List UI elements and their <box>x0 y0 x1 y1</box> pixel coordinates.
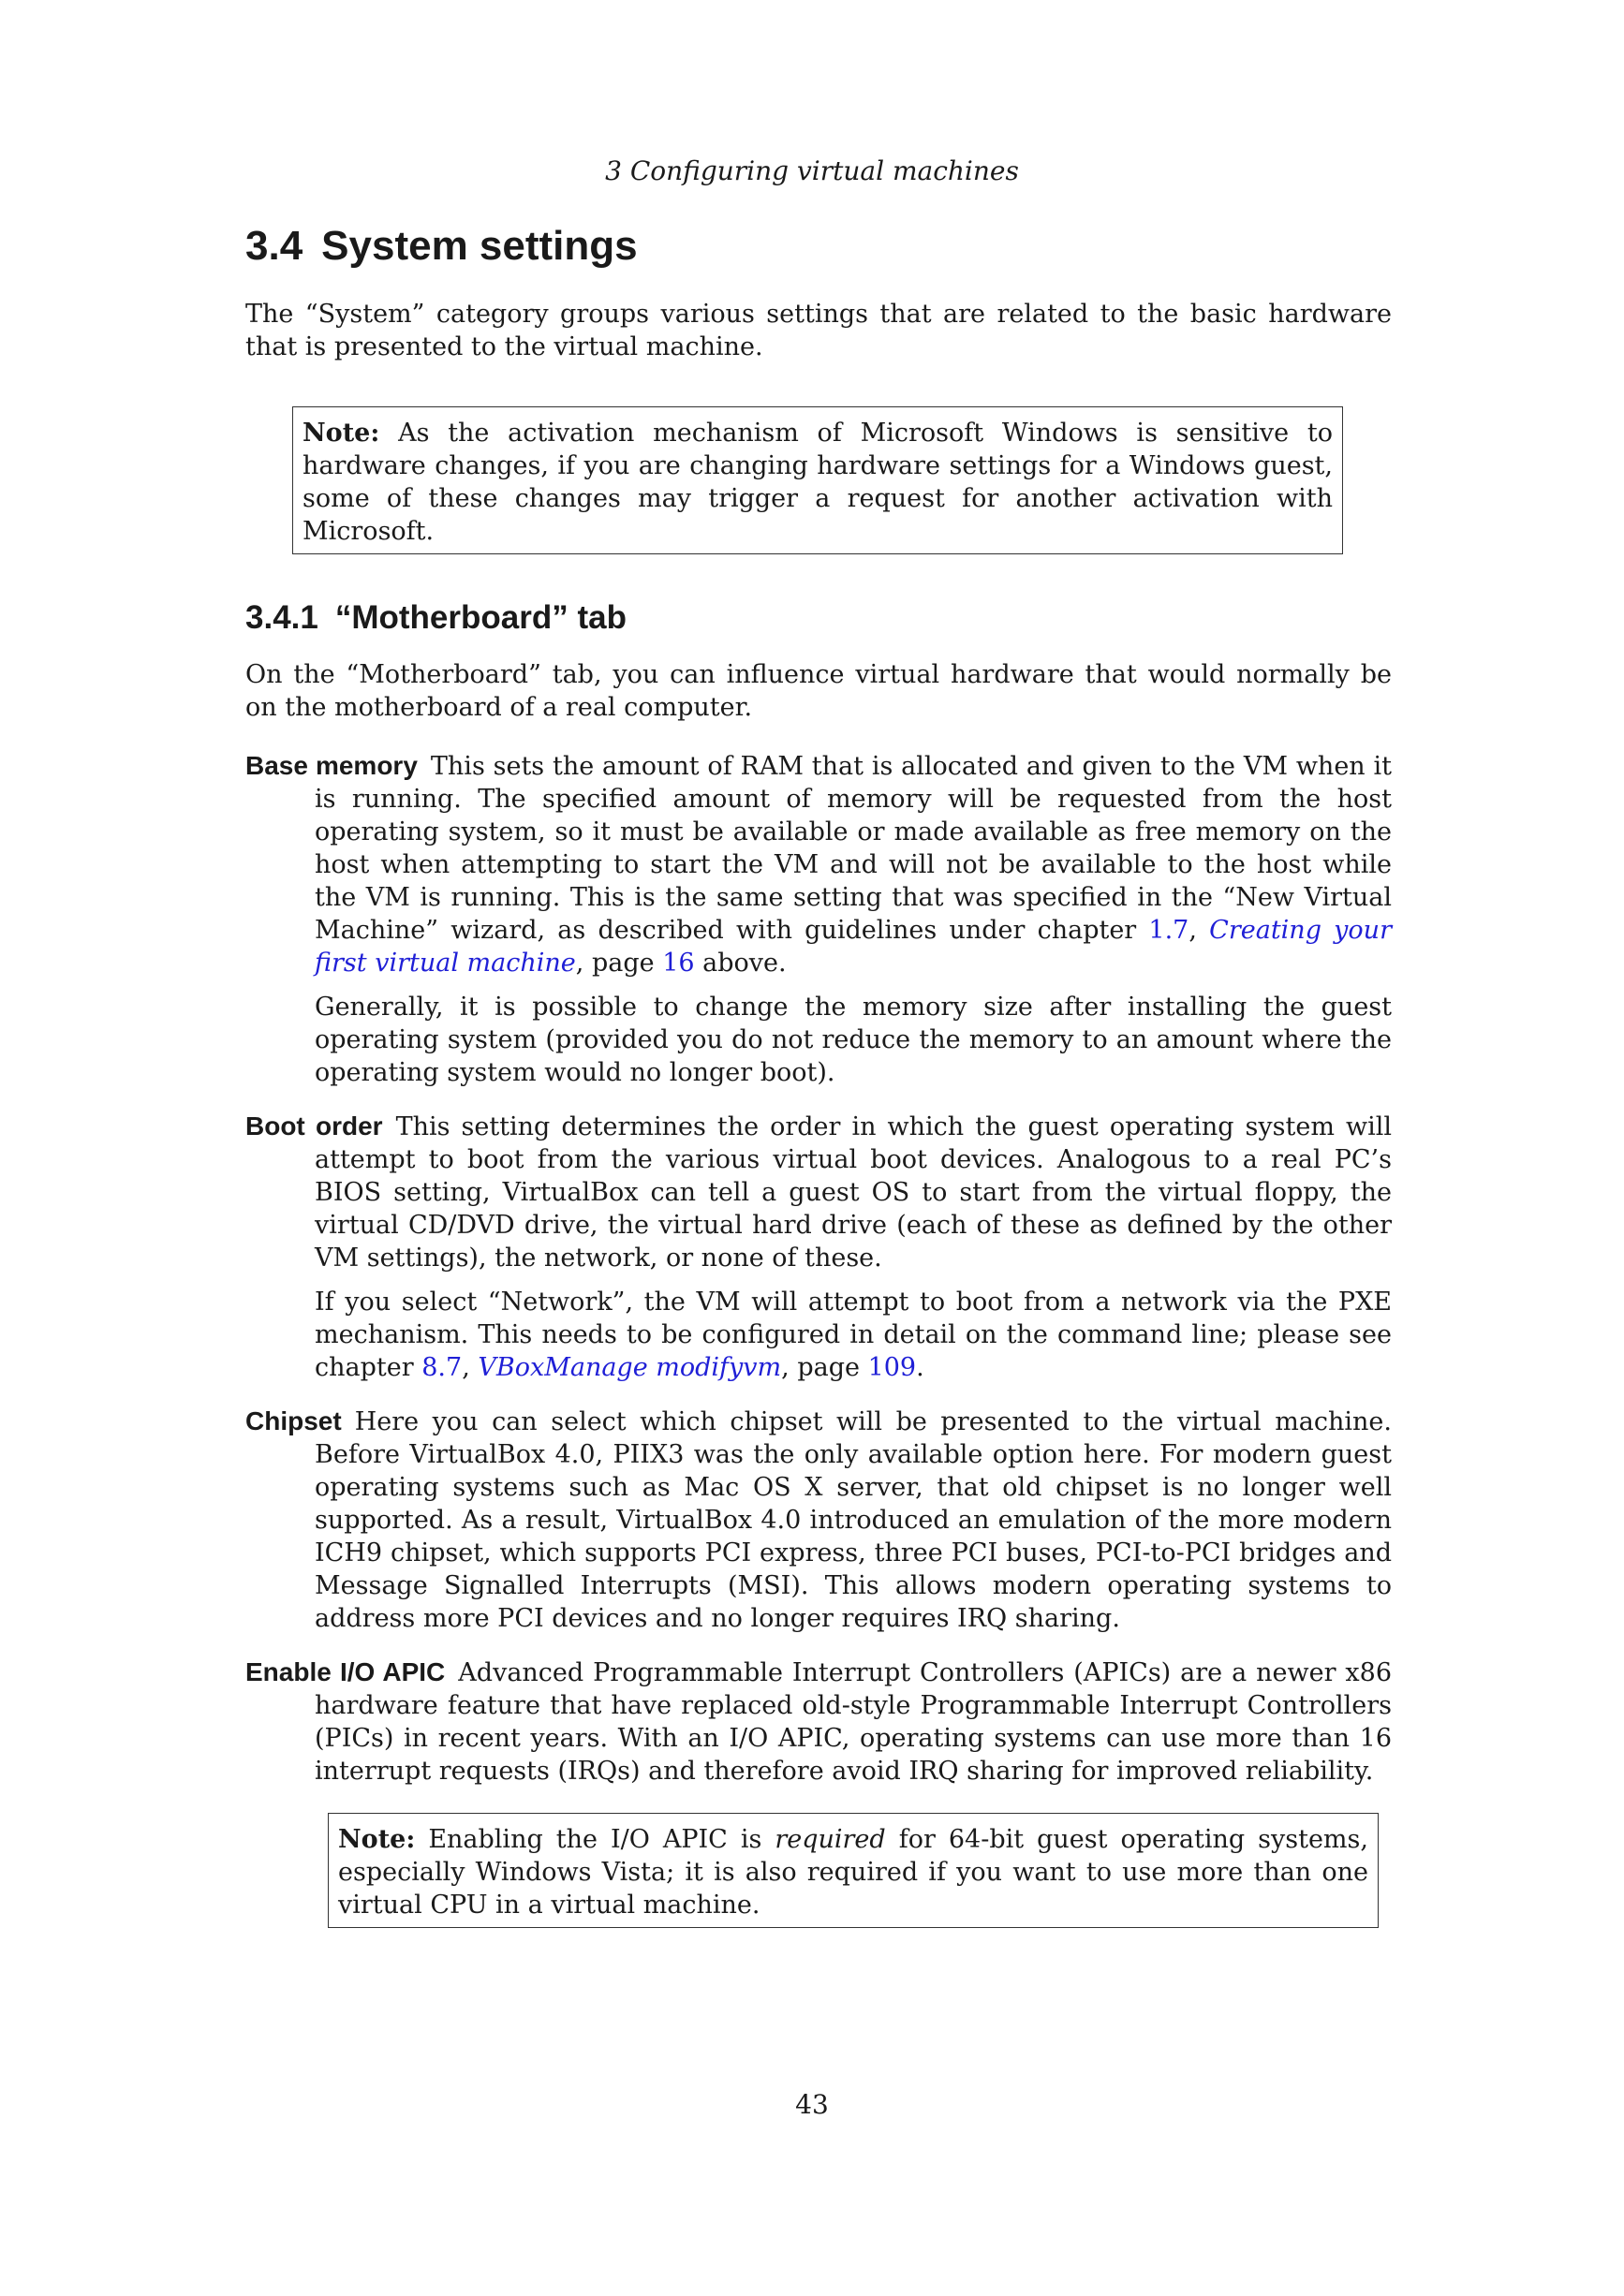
boot-order-paragraph-2 <box>245 1286 1392 1384</box>
separator: , <box>1188 916 1197 945</box>
note-label: Note: <box>338 1825 416 1854</box>
definition-chipset <box>245 1405 1392 1635</box>
base-memory-paragraph-2: Generally, it is possible to change the memory size after installing the guest operating system (provided you do not reduce the memory to an amount where the operating system would no longer boot). <box>315 993 1392 1087</box>
note-activation-paragraph <box>303 417 1333 548</box>
definition-text: Here you can select which chipset will be presented to the virtual machine. Before VirtualBox 4.0, PIIX3 was the only available option here. For modern guest operating systems such as Mac OS X server, that old chipset is no longer well supported. As a result, VirtualBox 4.0 introduced an emulation of the more modern ICH9 chipset, which supports PCI express, three PCI buses, PCI-to-PCI bridges and Message Signalled Interrupts (MSI). This allows modern operating systems to address more PCI devices and no longer requires IRQ sharing. <box>315 1407 1392 1633</box>
definition-boot-order <box>245 1110 1392 1384</box>
page-number: 43 <box>795 2089 829 2120</box>
definition-term: Chipset <box>245 1406 342 1435</box>
section-heading <box>245 221 638 272</box>
definition-term: Boot order <box>245 1111 383 1141</box>
note-box-io-apic <box>328 1813 1379 1928</box>
definition-term: Base memory <box>245 751 418 780</box>
chipset-paragraph <box>245 1405 1392 1635</box>
subsection-intro <box>245 658 1392 724</box>
boot-order-paragraph <box>245 1110 1392 1274</box>
page-link[interactable]: 109 <box>867 1353 917 1382</box>
section-title: System settings <box>321 223 638 269</box>
base-memory-paragraph <box>245 749 1392 979</box>
chapter-title-link[interactable]: VBoxManage modifyvm <box>478 1353 782 1382</box>
definition-text: This setting determines the order in which the guest operating system will attempt to boot from the various virtual boot devices. Analogous to a real PC’s BIOS setting, VirtualBox can tell a guest OS to start from the virtual floppy, the virtual CD/DVD drive, the virtual hard drive (each of these as defined by the other VM settings), the network, or none of these. <box>315 1112 1392 1273</box>
definition-text: If you select “Network”, the VM will attempt to boot from a network via the PXE mechanism. This needs to be configured in detail on the command line; please see chapter <box>315 1288 1392 1382</box>
note-emphasis: required <box>775 1825 886 1854</box>
definition-tail: above. <box>702 949 787 978</box>
section-number: 3.4 <box>245 223 303 269</box>
subsection-title: “Motherboard” tab <box>334 599 627 636</box>
definition-text: This sets the amount of RAM that is allocated and given to the VM when it is running. The specified amount of memory will be requested from the host operating system, so it must be available or made available as free memory on the host when attempting to start the VM and will not be available to the host while the VM is running. This is the same setting that was specified in the “New Virtual Machine” wizard, as described with guidelines under chapter <box>315 752 1392 945</box>
page-label: , page <box>781 1353 860 1382</box>
io-apic-paragraph <box>245 1656 1392 1788</box>
page-label: , page <box>575 949 655 978</box>
page-link[interactable]: 16 <box>662 949 695 978</box>
chapter-title-link[interactable]: Creating your first virtual machine <box>315 916 1392 978</box>
definition-tail: . <box>916 1353 924 1382</box>
definition-text: Advanced Programmable Interrupt Controllers (APICs) are a newer x86 hardware feature that have replaced old-style Programmable Interrupt Controllers (PICs) in recent years. With an I/O APIC, operating systems can use more than 16 interrupt requests (IRQs) and therefore avoid IRQ sharing for improved reliability. <box>315 1658 1393 1786</box>
definition-term: Enable I/O APIC <box>245 1657 446 1686</box>
chapter-link[interactable]: 8.7 <box>421 1353 463 1382</box>
definition-base-memory <box>245 749 1392 1089</box>
subsection-number: 3.4.1 <box>245 599 318 636</box>
definition-io-apic <box>245 1656 1392 1788</box>
section-intro <box>245 298 1392 363</box>
running-header: 3 Configuring virtual machines <box>605 155 1019 186</box>
definition-list <box>245 749 1392 1808</box>
note-text: for 64-bit guest operating systems, especially Windows Vista; it is also required if you want to use more than one virtual CPU in a virtual machine. <box>338 1825 1368 1920</box>
subsection-intro-text: On the “Motherboard” tab, you can influence virtual hardware that would normally be on the motherboard of a real computer. <box>245 660 1392 722</box>
subsection-heading <box>245 597 627 639</box>
section-intro-text: The “System” category groups various settings that are related to the basic hardware that is presented to the virtual machine. <box>245 300 1392 361</box>
note-io-apic-paragraph <box>338 1823 1368 1921</box>
note-box-activation <box>292 406 1343 554</box>
note-label: Note: <box>303 419 380 448</box>
chapter-link[interactable]: 1.7 <box>1148 916 1189 945</box>
separator: , <box>462 1353 470 1382</box>
note-text: Enabling the I/O APIC is <box>428 1825 762 1854</box>
note-text: As the activation mechanism of Microsoft Windows is sensitive to hardware changes, if you are changing hardware settings for a Windows guest, some of these changes may trigger a request for another activation with Microsoft. <box>303 419 1333 546</box>
